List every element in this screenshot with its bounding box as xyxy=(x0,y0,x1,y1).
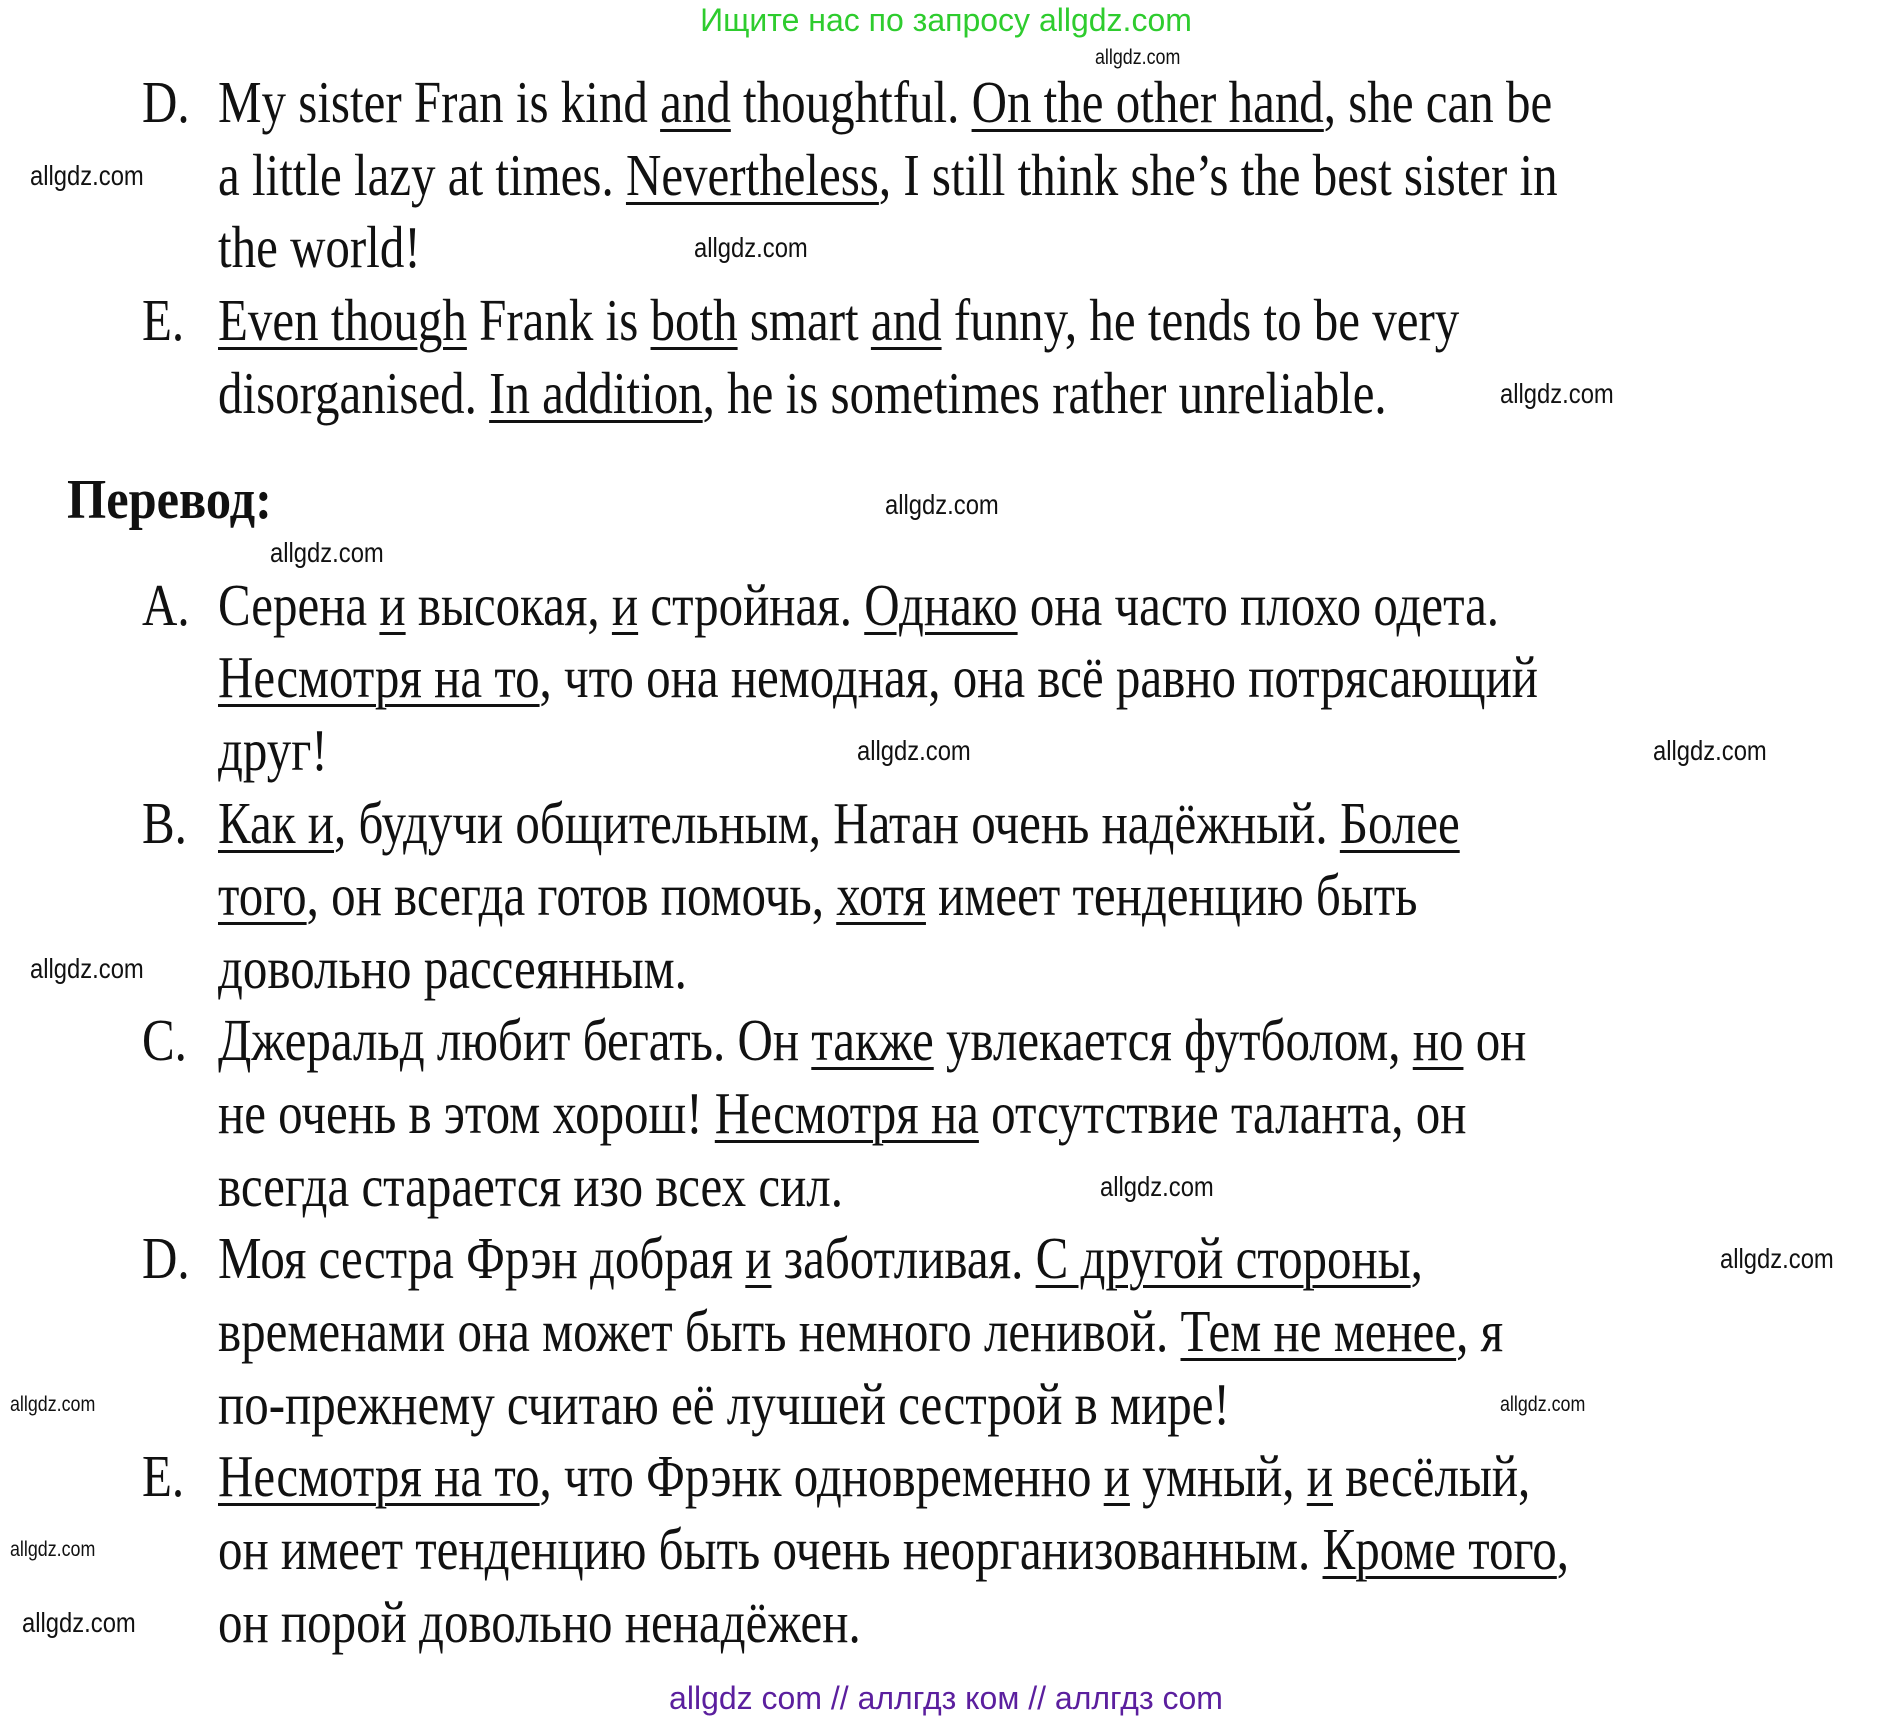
text-segment: , будучи общительным, Натан очень надёжный. xyxy=(334,790,1340,856)
text-segment: Моя сестра Фрэн добрая xyxy=(218,1225,746,1291)
text-segment: по-прежнему считаю её лучшей сестрой в мире! xyxy=(218,1371,1230,1437)
text-segment: My sister Fran is kind xyxy=(218,69,661,135)
text-segment: smart xyxy=(737,287,871,353)
text-segment: , он всегда готов помочь, xyxy=(306,862,837,928)
watermark: allgdz.com xyxy=(1500,378,1614,409)
watermark: allgdz.com xyxy=(1653,735,1767,766)
text-segment: , I still think she’s the best sister in xyxy=(878,142,1558,208)
text-line xyxy=(218,572,1500,638)
item-label: B. xyxy=(142,790,187,856)
text-segment: funny, he tends to be very xyxy=(941,287,1460,353)
text-line xyxy=(218,1007,1527,1073)
underlined-connector: Nevertheless xyxy=(625,142,879,208)
item-label: C. xyxy=(142,1007,187,1073)
underlined-connector: Тем не менее xyxy=(1180,1298,1457,1364)
text-segment: Frank is xyxy=(466,287,651,353)
item-label: E. xyxy=(142,1443,185,1509)
text-segment: отсутствие таланта, он xyxy=(978,1080,1467,1146)
text-segment: стройная. xyxy=(638,572,865,638)
text-segment: он имеет тенденцию быть очень неорганизованным. xyxy=(218,1516,1323,1582)
text-line xyxy=(218,69,1553,135)
underlined-connector: and xyxy=(660,69,731,135)
text-line xyxy=(218,214,421,280)
text-segment: он xyxy=(1463,1007,1527,1073)
text-line xyxy=(218,287,1460,353)
underlined-connector: Как и xyxy=(218,790,335,856)
text-segment: , xyxy=(1556,1516,1570,1582)
text-segment: Джеральд любит бегать. Он xyxy=(218,1007,812,1073)
watermark: allgdz.com xyxy=(1500,1393,1586,1416)
underlined-connector: и xyxy=(745,1225,772,1291)
text-segment: , что она немодная, она всё равно потрясающий xyxy=(539,644,1539,710)
underlined-connector: хотя xyxy=(836,862,926,928)
underlined-connector: both xyxy=(650,287,738,353)
text-line xyxy=(218,1298,1504,1364)
watermark: allgdz.com xyxy=(270,537,384,568)
underlined-connector: также xyxy=(811,1007,934,1073)
underlined-connector: Более xyxy=(1339,790,1460,856)
underlined-connector: того xyxy=(218,862,307,928)
watermark: allgdz.com xyxy=(30,953,144,984)
text-line xyxy=(218,935,687,1001)
underlined-connector: Однако xyxy=(864,572,1018,638)
text-line xyxy=(218,1225,1423,1291)
text-line xyxy=(218,790,1460,856)
underlined-connector: и xyxy=(611,572,639,638)
watermark: allgdz.com xyxy=(1095,46,1181,69)
underlined-connector: и xyxy=(1306,1443,1334,1509)
underlined-connector: но xyxy=(1412,1007,1464,1073)
text-segment: , xyxy=(1410,1225,1423,1291)
text-segment: , я xyxy=(1456,1298,1504,1364)
text-segment: the world! xyxy=(218,214,421,280)
text-line xyxy=(218,1153,843,1219)
translation-heading: Перевод: xyxy=(67,469,272,531)
text-segment: не очень в этом хорош! xyxy=(218,1080,715,1146)
underlined-connector: and xyxy=(870,287,942,353)
text-segment: умный, xyxy=(1129,1443,1307,1509)
item-label: D. xyxy=(142,1225,190,1291)
underlined-connector: Несмотря на xyxy=(714,1080,979,1146)
item-label: E. xyxy=(142,287,185,353)
text-segment: , что Фрэнк одновременно xyxy=(539,1443,1104,1509)
watermark: allgdz.com xyxy=(1100,1171,1214,1202)
text-line xyxy=(218,1443,1531,1509)
text-line xyxy=(218,1516,1570,1582)
text-segment: весёлый, xyxy=(1333,1443,1531,1509)
underlined-connector: Несмотря на то xyxy=(218,1443,540,1509)
text-segment: thoughtful. xyxy=(730,69,972,135)
text-line xyxy=(218,862,1418,928)
watermark: allgdz.com xyxy=(10,1538,96,1561)
text-line xyxy=(218,142,1558,208)
watermark: allgdz.com xyxy=(22,1607,136,1638)
text-segment: она часто плохо одета. xyxy=(1017,572,1500,638)
text-line xyxy=(218,1080,1467,1146)
underlined-connector: Even though xyxy=(218,287,467,353)
text-segment: , she can be xyxy=(1323,69,1553,135)
watermark: allgdz.com xyxy=(30,160,144,191)
text-segment: увлекается футболом, xyxy=(933,1007,1413,1073)
text-segment: Серена xyxy=(218,572,380,638)
underlined-connector: Несмотря на то xyxy=(218,644,540,710)
item-label: D. xyxy=(142,69,190,135)
text-segment: временами она может быть немного ленивой. xyxy=(218,1298,1181,1364)
watermark: allgdz.com xyxy=(694,232,808,263)
underlined-connector: Кроме того xyxy=(1322,1516,1557,1582)
watermark: allgdz.com xyxy=(1720,1243,1834,1274)
text-segment: всегда старается изо всех сил. xyxy=(218,1153,843,1219)
watermark: allgdz.com xyxy=(10,1393,96,1416)
underlined-connector: и xyxy=(379,572,406,638)
text-line xyxy=(218,717,328,783)
text-line xyxy=(218,644,1539,710)
underlined-connector: и xyxy=(1103,1443,1130,1509)
text-line xyxy=(218,360,1387,426)
text-line xyxy=(218,1589,861,1655)
underlined-connector: On the other hand xyxy=(971,69,1324,135)
text-line xyxy=(218,1371,1230,1437)
bottom-banner: allgdz com // аллгдз ком // аллгдз com xyxy=(669,1680,1223,1716)
underlined-connector: In addition xyxy=(489,360,703,426)
text-segment: заботливая. xyxy=(771,1225,1036,1291)
text-segment: , he is sometimes rather unreliable. xyxy=(702,360,1387,426)
top-banner: Ищите нас по запросу allgdz.com xyxy=(700,2,1192,38)
text-segment: довольно рассеянным. xyxy=(218,935,687,1001)
text-segment: высокая, xyxy=(405,572,612,638)
underlined-connector: С другой стороны xyxy=(1035,1225,1411,1291)
text-segment: друг! xyxy=(218,717,328,783)
watermark: allgdz.com xyxy=(885,489,999,520)
text-segment: имеет тенденцию быть xyxy=(925,862,1418,928)
text-segment: он порой довольно ненадёжен. xyxy=(218,1589,861,1655)
item-label: A. xyxy=(142,572,190,638)
watermark: allgdz.com xyxy=(857,735,971,766)
text-segment: a little lazy at times. xyxy=(218,142,626,208)
text-segment: disorganised. xyxy=(218,360,490,426)
